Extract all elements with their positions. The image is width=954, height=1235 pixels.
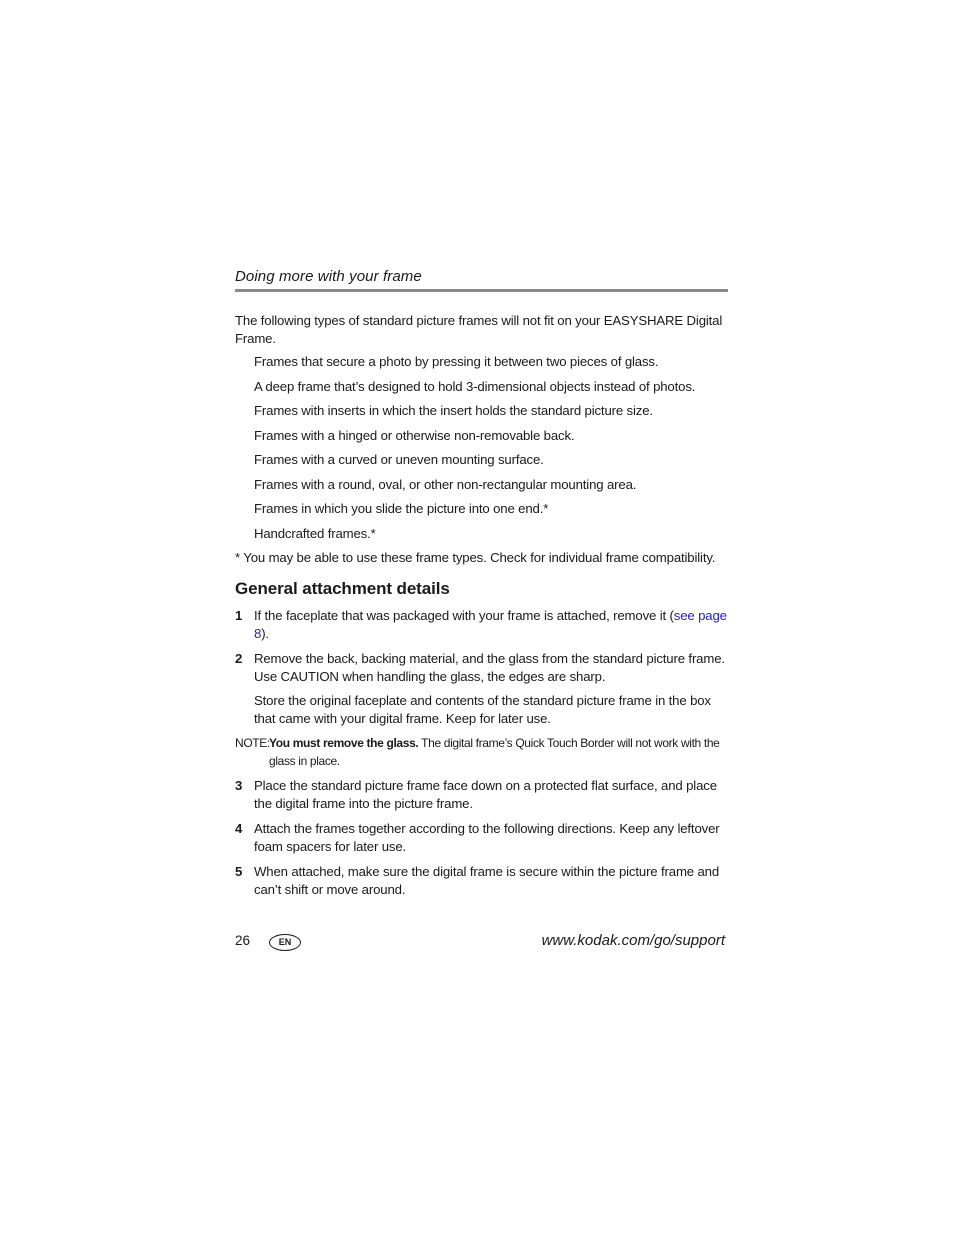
note-label: NOTE: [235,736,270,750]
step-1 [235,607,728,643]
step-text-end: ). [261,626,269,641]
note-text: The digital frame’s Quick Touch Border will not work with the glass in place. [269,736,720,768]
step-4 [235,820,728,856]
step-number: 2 [235,651,243,666]
list-item: Frames with a round, oval, or other non-rectangular mounting area. [254,476,637,492]
running-header: Doing more with your frame [235,268,728,292]
step-number: 4 [235,821,243,836]
list-item: Frames in which you slide the picture into one end.* [254,501,549,516]
unsupported-frames-list [235,353,728,543]
step-text: When attached, make sure the digital frame is secure within the picture frame and can’t shift or move around. [254,864,720,897]
list-item: Frames with inserts in which the insert holds the standard picture size. [254,403,653,418]
glass-note [235,734,728,770]
attachment-steps-continued [235,777,728,899]
step-text: Place the standard picture frame face down on a protected flat surface, and place the digital frame into the picture frame. [254,778,717,811]
list-item: Frames that secure a photo by pressing it between two pieces of glass. [254,354,659,369]
step-number: 5 [235,864,243,879]
step-text: Remove the back, backing material, and the glass from the standard picture frame. Use CAUTION when handling the glass, the edges are sharp. [254,651,725,684]
step-number: 1 [235,608,243,623]
step-3 [235,777,728,813]
list-item: Frames with a curved or uneven mounting surface. [254,452,544,467]
intro-paragraph: The following types of standard picture frames will not fit on your EASYSHARE Digital Frame. [235,313,723,346]
page-footer [235,930,725,954]
support-url[interactable]: www.kodak.com/go/support [541,932,725,949]
section-heading: General attachment details [235,579,450,598]
step-number: 3 [235,778,243,793]
step-extra-text: Store the original faceplate and contents of the standard picture frame in the box that came with your digital frame. Keep for later use. [254,693,711,726]
manual-page [235,268,728,906]
language-badge: EN [269,934,301,951]
list-item: Handcrafted frames.* [254,525,376,541]
list-item: Frames with a hinged or otherwise non-removable back. [254,427,575,443]
step-2 [235,650,728,728]
attachment-steps [235,607,728,728]
step-5 [235,863,728,899]
page-number: 26 [235,933,251,948]
compatibility-footnote: * You may be able to use these frame types. Check for individual frame compatibility. [235,550,716,565]
note-emphasis: You must remove the glass. [269,736,419,750]
step-text: If the faceplate that was packaged with your frame is attached, remove it ( [254,608,674,623]
step-text: Attach the frames together according to the following directions. Keep any leftover foam spacers for later use. [254,821,720,854]
list-item: A deep frame that’s designed to hold 3-dimensional objects instead of photos. [254,378,696,394]
see-page-link[interactable]: see page 8 [254,608,727,641]
